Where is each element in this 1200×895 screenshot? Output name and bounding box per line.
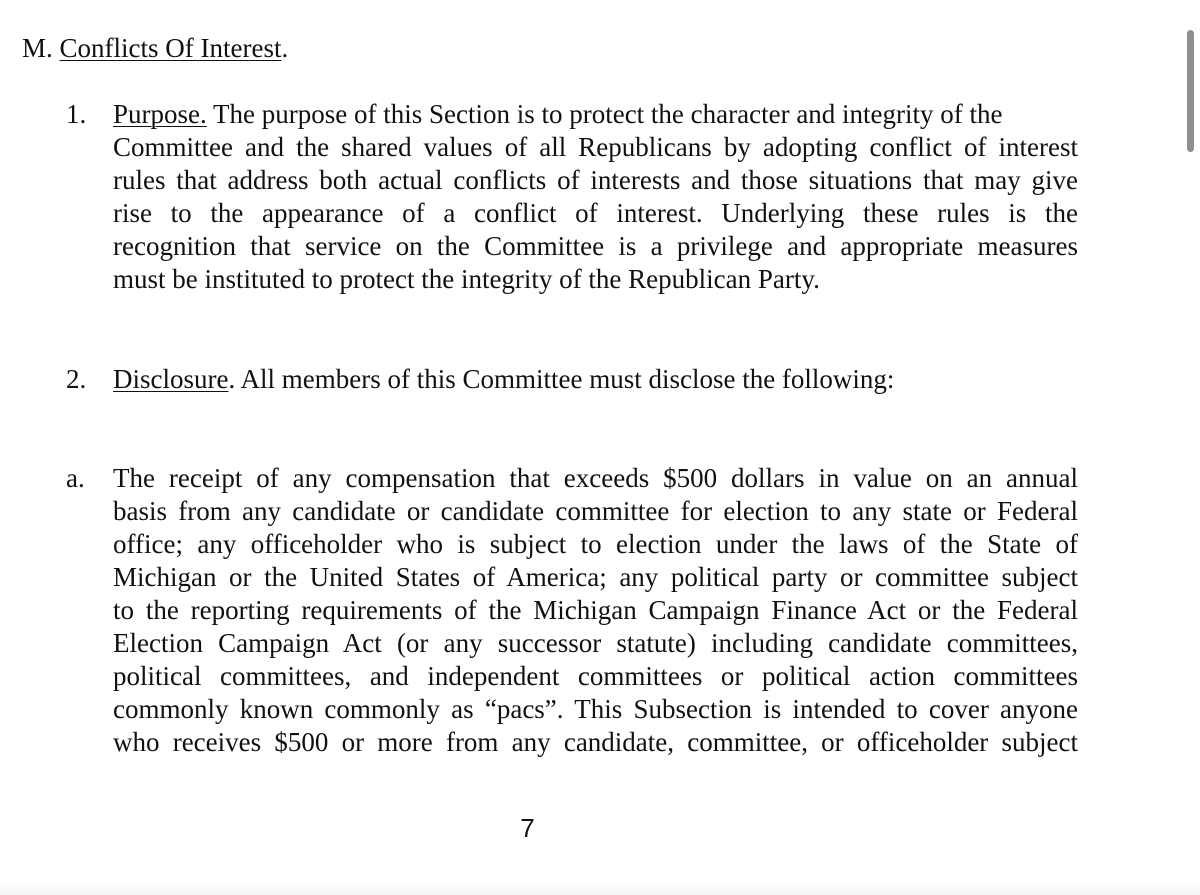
paragraph-line: office; any officeholder who is subject to election under the laws of the State of bbox=[113, 529, 1078, 559]
paragraph-line: who receives $500 or more from any candidate, committee, or officeholder subject bbox=[113, 727, 1078, 757]
purpose-paragraph bbox=[113, 98, 1078, 296]
paragraph-line: political committees, and independent committees or political action committees bbox=[113, 661, 1078, 691]
purpose-item bbox=[66, 98, 1078, 296]
item-number: 1. bbox=[66, 99, 87, 129]
paragraph-line: rules that address both actual conflicts of interests and those situations that may give bbox=[113, 165, 1078, 195]
purpose-title: Purpose. bbox=[113, 99, 207, 129]
item-number: 2. bbox=[66, 364, 87, 394]
paragraph-line: The receipt of any compensation that exceeds $500 dollars in value on an annual bbox=[113, 463, 1078, 493]
item-letter: a. bbox=[66, 463, 85, 493]
heading-prefix: M. bbox=[22, 33, 60, 63]
section-heading bbox=[22, 32, 288, 65]
subsection-a-paragraph bbox=[113, 462, 1078, 759]
disclosure-title: Disclosure bbox=[113, 364, 229, 394]
page-number: 7 bbox=[520, 813, 535, 843]
paragraph-line: rise to the appearance of a conflict of interest. Underlying these rules is the bbox=[113, 198, 1078, 228]
paragraph-line: Michigan or the United States of America; any political party or committee subject bbox=[113, 562, 1078, 592]
paragraph-line: Disclosure. All members of this Committee must disclose the following: bbox=[113, 364, 895, 394]
paragraph-line: basis from any candidate or candidate committee for election to any state or Federal bbox=[113, 496, 1078, 526]
paragraph-line: Purpose. The purpose of this Section is to protect the character and integrity of the bbox=[113, 99, 1003, 129]
paragraph-line: to the reporting requirements of the Michigan Campaign Finance Act or the Federal bbox=[113, 595, 1078, 625]
bottom-edge bbox=[0, 881, 1200, 895]
paragraph-line: recognition that service on the Committee is a privilege and appropriate measures bbox=[113, 231, 1078, 261]
vertical-scrollbar[interactable] bbox=[1187, 30, 1194, 152]
heading-title: Conflicts Of Interest bbox=[59, 33, 282, 63]
subsection-a-item bbox=[66, 462, 1078, 759]
heading-suffix: . bbox=[281, 33, 289, 63]
paragraph-line: must be instituted to protect the integrity of the Republican Party. bbox=[113, 264, 820, 294]
disclosure-paragraph bbox=[113, 363, 1078, 396]
disclosure-item bbox=[66, 363, 1078, 396]
paragraph-line: Election Campaign Act (or any successor statute) including candidate committees, bbox=[113, 628, 1078, 658]
paragraph-line: commonly known commonly as “pacs”. This Subsection is intended to cover anyone bbox=[113, 694, 1078, 724]
paragraph-line: Committee and the shared values of all Republicans by adopting conflict of interest bbox=[113, 132, 1078, 162]
